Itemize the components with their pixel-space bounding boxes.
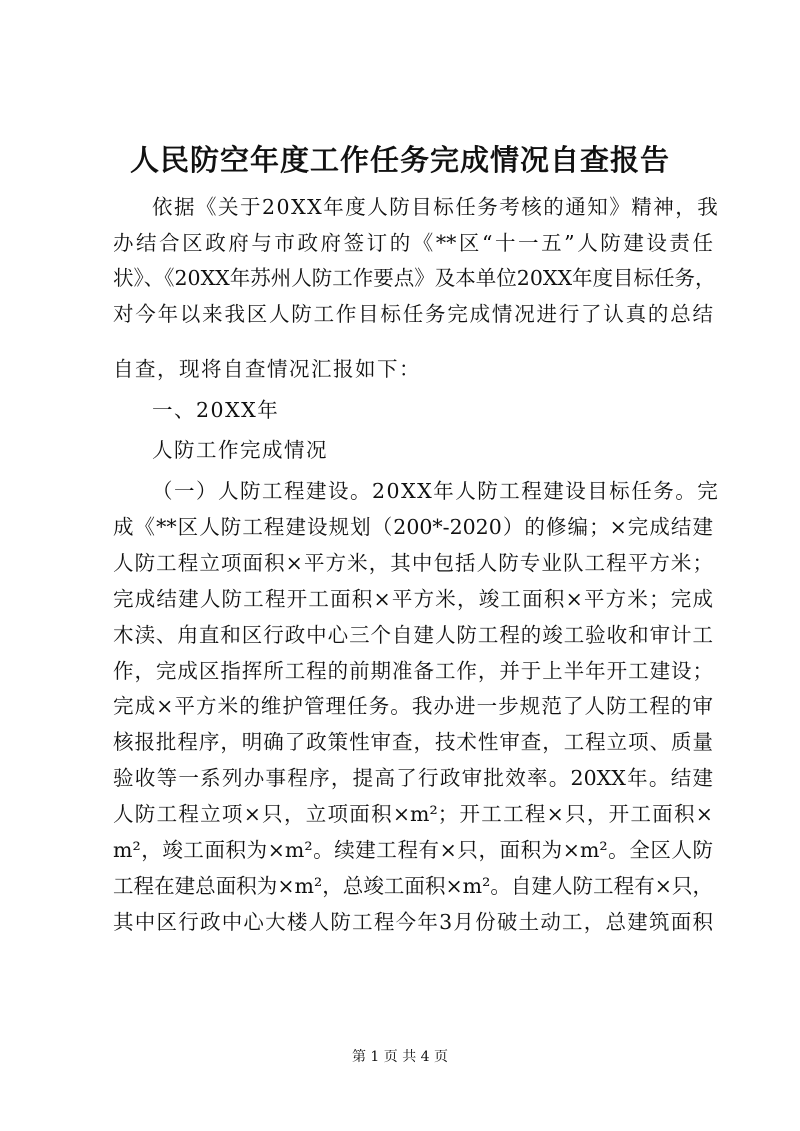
paragraph-line: 完成×平方米的维护管理任务。我办进一步规范了人防工程的审	[113, 694, 713, 718]
paragraph-line: 办结合区政府与市政府签订的《**区“十一五”人防建设责任	[113, 231, 713, 255]
paragraph-line: 对今年以来我区人防工作目标任务完成情况进行了认真的总结	[113, 302, 713, 326]
paragraph-line: 人防工程立项面积×平方米，其中包括人防专业队工程平方米；	[113, 551, 713, 575]
paragraph-line: m²，竣工面积为×m²。续建工程有×只，面积为×m²。全区人防	[113, 838, 713, 862]
paragraph-line: 作，完成区指挥所工程的前期准备工作，并于上半年开工建设；	[113, 659, 713, 683]
section-heading: 一、20XX年	[152, 398, 280, 422]
paragraph-line: 人防工程立项×只，立项面积×m²；开工工程×只，开工面积×	[113, 802, 713, 826]
paragraph-line: 依据《关于20XX年度人防目标任务考核的通知》精神，我	[152, 195, 720, 219]
paragraph-line: 核报批程序，明确了政策性审查，技术性审查，工程立项、质量	[113, 730, 713, 754]
paragraph-line: （一）人防工程建设。20XX年人防工程建设目标任务。完	[152, 479, 720, 503]
paragraph-line: 完成结建人防工程开工面积×平方米，竣工面积×平方米；完成	[113, 587, 713, 611]
paragraph-line: 状》、《20XX年苏州人防工作要点》及本单位20XX年度目标任务，	[113, 266, 716, 290]
page-number: 第 1 页 共 4 页	[351, 1049, 449, 1065]
paragraph-line: 成《**区人防工程建设规划（200*-2020）的修编；×完成结建	[113, 515, 713, 539]
document-title: 人民防空年度工作任务完成情况自查报告	[129, 143, 670, 177]
paragraph-line: 验收等一系列办事程序，提高了行政审批效率。20XX年。结建	[113, 766, 713, 790]
paragraph-line: 自查，现将自查情况汇报如下：	[113, 357, 421, 381]
paragraph-line: 工程在建总面积为×m²，总竣工面积×m²。自建人防工程有×只，	[113, 874, 713, 898]
paragraph-line: 其中区行政中心大楼人防工程今年3月份破土动工，总建筑面积	[113, 910, 713, 934]
section-heading: 人防工作完成情况	[152, 438, 328, 462]
paragraph-line: 木渎、甪直和区行政中心三个自建人防工程的竣工验收和审计工	[113, 623, 713, 647]
